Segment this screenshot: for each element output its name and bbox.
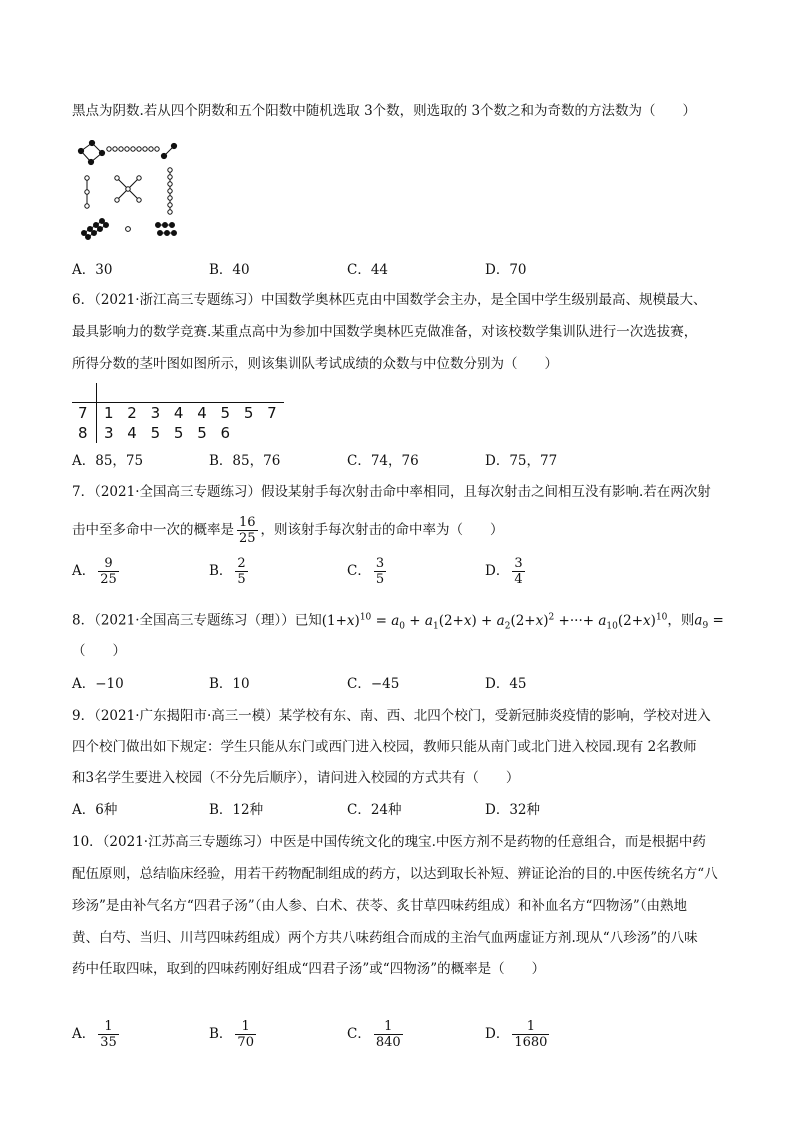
q9-option-c[interactable]: C．24种 [347, 802, 402, 818]
q10-option-d[interactable] [485, 1014, 552, 1054]
stem-row-8 [72, 423, 284, 443]
frac-denominator: 70 [237, 1035, 254, 1050]
q9-line1: 9．（2021·广东揭阳市·高三一模）某学校有东、南、西、北四个校门，受新冠肺炎疫情的影响，学校对进入 [72, 708, 711, 724]
q7-line2-pre: 击中至多命中一次的概率是 [72, 522, 234, 538]
q6-option-b[interactable]: B．85，76 [209, 453, 281, 469]
option-fraction [374, 556, 386, 587]
q9-option-b[interactable]: B．12种 [209, 802, 264, 818]
frac-numerator: 1 [241, 1019, 250, 1034]
option-label: D． [485, 1026, 510, 1042]
frac-numerator: 2 [237, 556, 246, 571]
stem-row-7 [72, 403, 284, 423]
q8-line2: （ ） [72, 643, 126, 659]
frac-denominator: 4 [514, 572, 523, 587]
option-label: A． [72, 563, 96, 579]
option-label: A． [72, 1026, 96, 1042]
option-fraction [374, 1019, 403, 1050]
q10-line5: 药中任取四味，取到的四味药刚好组成“四君子汤”或“四物汤”的概率是（ ） [72, 961, 546, 977]
q10-line2: 配伍原则，总结临床经验，用若干药物配制组成的药方，以达到取长补短、辨证论治的目的.中医传统名方“八 [72, 866, 718, 882]
q10-option-c[interactable] [347, 1014, 406, 1054]
q5-option-c[interactable]: C．44 [347, 262, 389, 278]
option-label: C． [347, 563, 371, 579]
option-fraction [512, 556, 524, 587]
q8-option-c[interactable]: C．−45 [347, 676, 400, 692]
stem-value: 8 [78, 424, 88, 442]
q8-option-b[interactable]: B．10 [209, 676, 250, 692]
stem-value: 7 [78, 404, 88, 422]
q9-option-a[interactable]: A．6种 [72, 802, 118, 818]
frac-denominator: 1680 [514, 1035, 548, 1050]
q7-line2 [72, 510, 504, 550]
q8-equation: $(1+x)^{10} = a_0 + a_1(2+x) + a_2(2+x)^2$ +···+ $a_{10}(2+x)^{10}$ [321, 612, 668, 632]
option-fraction [235, 1019, 256, 1050]
q7-option-d[interactable] [485, 551, 528, 591]
q8-target: a [694, 612, 703, 629]
q8-line1: 8．（2021·全国高三专题练习（理））已知$(1+x)^{10} = a_0 + a_1(2+x) + a_2(2+x)^2$ +···+ $a_{10}(2+x)^{10}$，则$a_9$ = [72, 612, 724, 632]
stem-leaf-plot [72, 383, 284, 443]
q7-option-c[interactable] [347, 551, 389, 591]
q8-line1-post: ，则 [667, 612, 695, 629]
option-fraction [98, 556, 119, 587]
option-label: D． [485, 563, 510, 579]
q8-option-a[interactable]: A．−10 [72, 676, 124, 692]
q8-line1-pre: 8．（2021·全国高三专题练习（理））已知 [72, 612, 322, 629]
q5-option-a[interactable]: A．30 [72, 262, 113, 278]
frac-denominator: 5 [237, 572, 246, 587]
q10-option-a[interactable] [72, 1014, 122, 1054]
q6-line1: 6．（2021·浙江高三专题练习）中国数学奥林匹克由中国数学会主办，是全国中学生级别最高、规模最大、 [72, 292, 707, 308]
q7-option-b[interactable] [209, 551, 251, 591]
q9-option-d[interactable]: D．32种 [485, 802, 541, 818]
q5-intro: 黑点为阴数.若从四个阴数和五个阳数中随机选取 3个数，则选取的 3个数之和为奇数的方法数为（ ） [72, 103, 697, 119]
q6-option-a[interactable]: A．85，75 [72, 453, 144, 469]
q6-line3: 所得分数的茎叶图如图所示，则该集训队考试成绩的众数与中位数分别为（ ） [72, 356, 558, 372]
frac-numerator: 1 [384, 1019, 393, 1034]
q8-option-d[interactable]: D．45 [485, 676, 527, 692]
q6-line2: 最具影响力的数学竞赛.某重点高中为参加中国数学奥林匹克做准备，对该校数学集训队进行一次选拔赛， [72, 324, 698, 340]
option-label: C． [347, 1026, 371, 1042]
option-fraction [235, 556, 247, 587]
q10-line1: 10．（2021·江苏高三专题练习）中医是中国传统文化的瑰宝.中医方剂不是药物的任意组合，而是根据中药 [72, 834, 706, 850]
q9-line2: 四个校门做出如下规定：学生只能从东门或西门进入校园，教师只能从南门或北门进入校园.现有 2名教师 [72, 739, 697, 755]
q5-option-d[interactable]: D．70 [485, 262, 527, 278]
option-fraction [98, 1019, 119, 1050]
option-label: B． [209, 563, 233, 579]
q7-fraction [237, 515, 258, 546]
q6-option-c[interactable]: C．74，76 [347, 453, 419, 469]
q5-option-b[interactable]: B．40 [209, 262, 250, 278]
frac-numerator: 1 [526, 1019, 536, 1034]
q10-option-b[interactable] [209, 1014, 259, 1054]
q7-line2-post: ，则该射手每次射击的命中率为（ ） [260, 522, 504, 538]
frac-denominator: 35 [100, 1035, 117, 1050]
leaf-values: 3 4 5 5 5 6 [104, 424, 231, 442]
frac-numerator: 3 [375, 556, 385, 571]
frac-numerator: 9 [104, 556, 113, 571]
option-fraction [512, 1019, 549, 1050]
frac-numerator: 1 [104, 1019, 113, 1034]
leaf-values: 1 2 3 4 4 5 5 7 [104, 404, 277, 422]
luoshu-diagram [74, 140, 186, 240]
q10-line4: 黄、白芍、当归、川芎四味药组成）两个方共八味药组合而成的主治气血两虚证方剂.现从“八珍汤”的八味 [72, 930, 698, 946]
frac-denominator: 5 [375, 572, 385, 587]
frac-denominator: 25 [100, 572, 117, 587]
frac-denominator: 25 [239, 531, 256, 546]
option-label: B． [209, 1026, 233, 1042]
q10-line3: 珍汤”是由补气名方“四君子汤”（由人参、白术、茯苓、炙甘草四味药组成）和补血名方“四物汤”（由熟地 [72, 898, 688, 914]
q7-option-a[interactable] [72, 551, 122, 591]
frac-denominator: 840 [375, 1035, 401, 1050]
q6-option-d[interactable]: D．75，77 [485, 453, 558, 469]
q7-line1: 7．（2021·全国高三专题练习）假设某射手每次射击命中率相同，且每次射击之间相互没有影响.若在两次射 [72, 484, 711, 500]
frac-numerator: 3 [514, 556, 523, 571]
frac-numerator: 16 [239, 515, 256, 530]
q9-line3: 和3名学生要进入校园（不分先后顺序），请问进入校园的方式共有（ ） [72, 770, 520, 786]
